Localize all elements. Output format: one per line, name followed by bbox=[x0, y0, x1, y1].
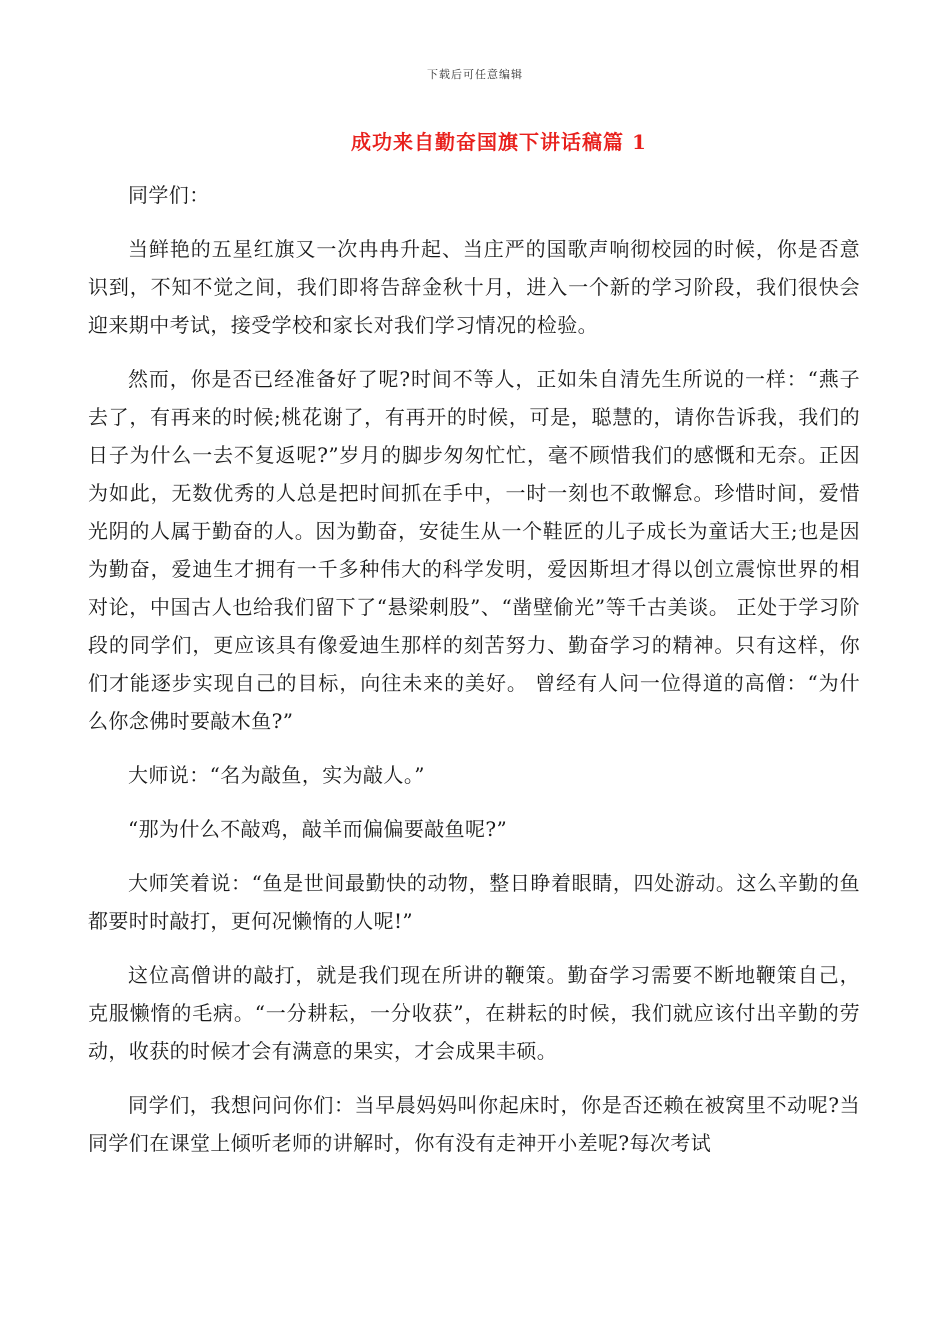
paragraph: 当鲜艳的五星红旗又一次冉冉升起、当庄严的国歌声响彻校园的时候，你是否意识到，不知不觉之间，我们即将告辞金秋十月，进入一个新的学习阶段，我们很快会迎来期中考试，接受学校和家长对我们学习情况的检验。 bbox=[88, 237, 860, 337]
paragraph: 然而，你是否已经准备好了呢?时间不等人，正如朱自清先生所说的一样：“燕子去了，有再来的时候;桃花谢了，有再开的时候，可是，聪慧的，请你告诉我，我们的日子为什么一去不复返呢?”岁月的脚步匆匆忙忙，毫不顾惜我们的感慨和无奈。正因为如此，无数优秀的人总是把时间抓在手中，一时一刻也不敢懈怠。珍惜时间，爱惜光阴的人属于勤奋的人。因为勤奋，安徒生从一个鞋匠的儿子成长为童话大王;也是因为勤奋，爱迪生才拥有一千多种伟大的科学发明，爱因斯坦才得以创立震惊世界的相对论，中国古人也给我们留下了“悬梁刺股”、“凿壁偷光”等千古美谈。 正处于学习阶段的同学们，更应该具有像爱迪生那样的刻苦努力、勤奋学习的精神。只有这样，你们才能逐步实现自己的目标，向往未来的美好。 曾经有人问一位得道的高僧：“为什么你念佛时要敲木鱼?” bbox=[88, 367, 860, 733]
paragraph: 同学们，我想问问你们：当早晨妈妈叫你起床时，你是否还赖在被窝里不动呢?当同学们在课堂上倾听老师的讲解时，你有没有走神开小差呢?每次考试 bbox=[88, 1093, 860, 1155]
document-title: 成功来自勤奋国旗下讲话稿篇 1 bbox=[351, 130, 647, 154]
paragraph: 大师笑着说：“鱼是世间最勤快的动物，整日睁着眼睛，四处游动。这么辛勤的鱼都要时时敲打，更何况懒惰的人呢!” bbox=[88, 871, 860, 933]
paragraph: 这位高僧讲的敲打，就是我们现在所讲的鞭策。勤奋学习需要不断地鞭策自己，克服懒惰的毛病。“一分耕耘，一分收获”，在耕耘的时候，我们就应该付出辛勤的劳动，收获的时候才会有满意的果实，才会成果丰硕。 bbox=[88, 963, 860, 1063]
document-body bbox=[88, 176, 860, 1178]
paragraph-greeting: 同学们： bbox=[128, 183, 210, 207]
paragraph: 大师说：“名为敲鱼，实为敲人。” bbox=[128, 763, 425, 787]
header-note: 下载后可任意编辑 bbox=[427, 68, 523, 81]
paragraph: “那为什么不敲鸡，敲羊而偏偏要敲鱼呢?” bbox=[128, 817, 508, 841]
